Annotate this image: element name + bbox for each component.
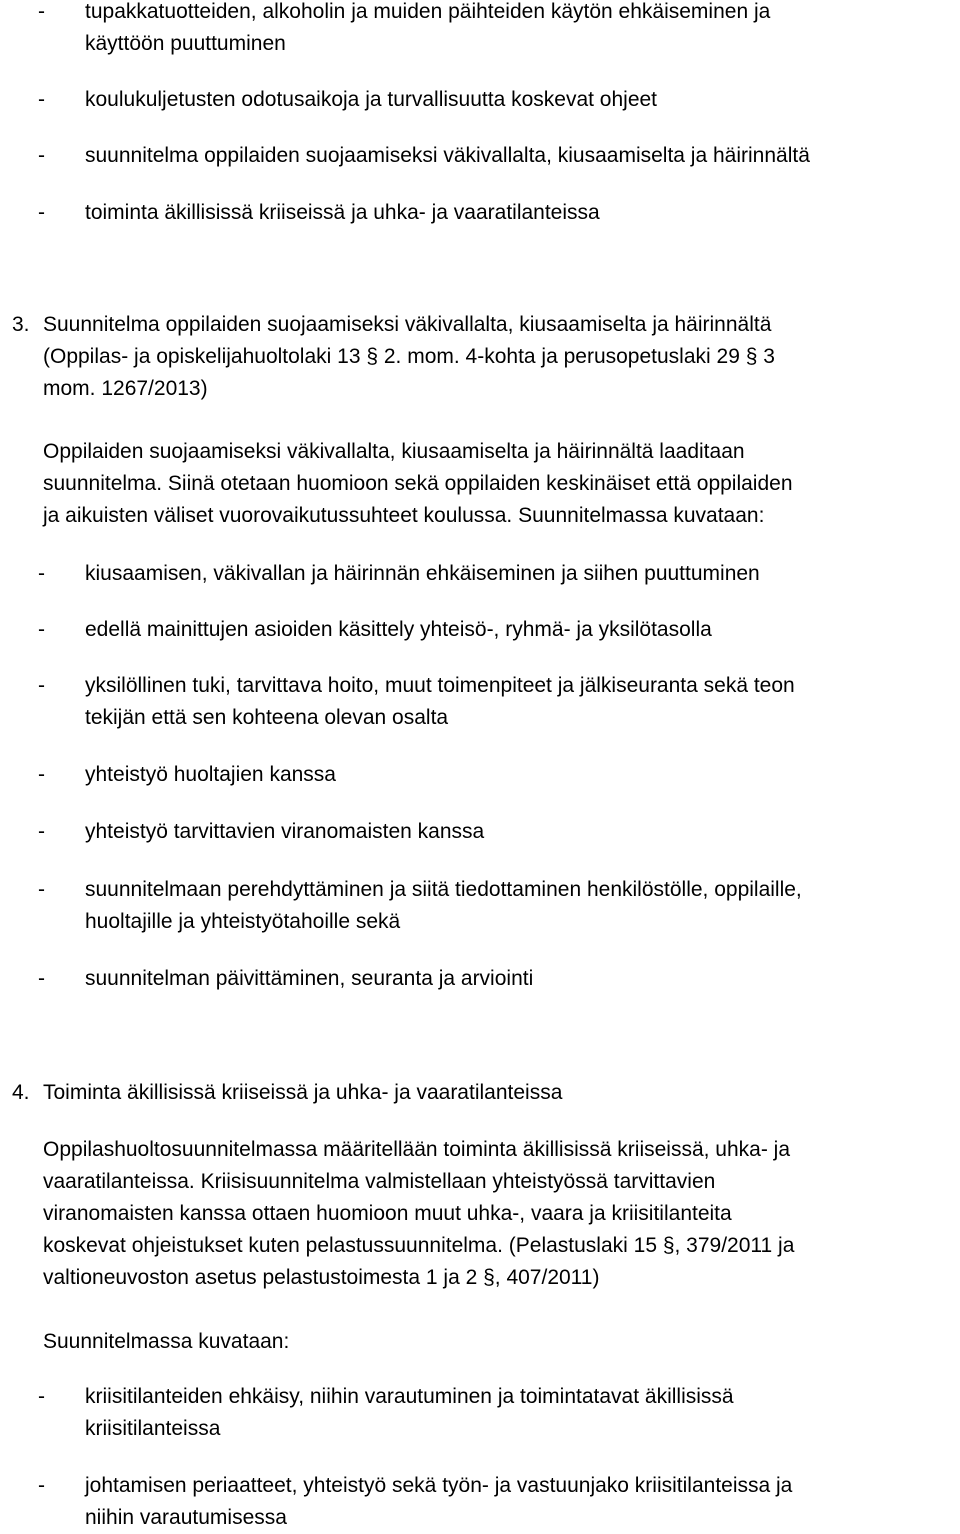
list-dash: - [38,0,45,23]
list-dash: - [38,967,45,990]
list-dash: - [38,562,45,585]
list-item-text: suunnitelman päivittäminen, seuranta ja arviointi [85,967,534,990]
list-dash: - [38,1385,45,1408]
list-dash: - [38,820,45,843]
list-item-text: toiminta äkillisissä kriiseissä ja uhka- ja vaaratilanteissa [85,201,600,224]
list-item-text: yhteistyö tarvittavien viranomaisten kanssa [85,820,485,843]
section-heading-text: Suunnitelma oppilaiden suojaamiseksi väkivallalta, kiusaamiselta ja häirinnältä (Oppilas- ja opiskelijahuoltolaki 13 § 2. mom. 4-kohta ja perusopetuslaki 29 § 3 mom. 1267/2013) [43,313,775,400]
list-item-text: kriisitilanteiden ehkäisy, niihin varautuminen ja toimintatavat äkillisissä kriisitilanteissa [85,1385,734,1440]
section-heading-text: Toiminta äkillisissä kriiseissä ja uhka- ja vaaratilanteissa [43,1081,563,1104]
list-dash: - [38,1474,45,1497]
list-item-text: tupakkatuotteiden, alkoholin ja muiden päihteiden käytön ehkäiseminen ja käyttöön puuttuminen [85,0,771,55]
list-dash: - [38,618,45,641]
section-4-subheading: Suunnitelmassa kuvataan: [43,1330,290,1353]
list-dash: - [38,763,45,786]
section-number: 4. [12,1081,30,1104]
list-item-text: johtamisen periaatteet, yhteistyö sekä työn- ja vastuunjako kriisitilanteissa ja niihin varautumisessa [85,1474,793,1529]
list-item-text: koulukuljetusten odotusaikoja ja turvallisuutta koskevat ohjeet [85,88,658,111]
list-dash: - [38,144,45,167]
section-number: 3. [12,313,30,336]
list-item-text: suunnitelmaan perehdyttäminen ja siitä tiedottaminen henkilöstölle, oppilaille, huoltajille ja yhteistyötahoille sekä [85,878,802,933]
list-dash: - [38,201,45,224]
list-dash: - [38,674,45,697]
section-4-intro: Oppilashuoltosuunnitelmassa määritellään toiminta äkillisissä kriiseissä, uhka- ja vaaratilanteissa. Kriisisuunnitelma valmistellaan yhteistyössä tarvittavien viranomaisten kanssa ottaen huomioon muut uhka-, vaara ja kriisitilanteita koskevat ohjeistukset kuten pelastussuunnitelma. (Pelastuslaki 15 §, 379/2011 ja valtioneuvoston asetus pelastustoimesta 1 ja 2 §, 407/2011) [43,1138,795,1289]
list-item-text: kiusaamisen, väkivallan ja häirinnän ehkäiseminen ja siihen puuttuminen [85,562,760,585]
list-item-text: suunnitelma oppilaiden suojaamiseksi väkivallalta, kiusaamiselta ja häirinnältä [85,144,810,167]
list-item-text: yksilöllinen tuki, tarvittava hoito, muut toimenpiteet ja jälkiseuranta sekä teon tekijän että sen kohteena olevan osalta [85,674,795,729]
list-item-text: yhteistyö huoltajien kanssa [85,763,336,786]
list-dash: - [38,88,45,111]
list-item-text: edellä mainittujen asioiden käsittely yhteisö-, ryhmä- ja yksilötasolla [85,618,712,641]
section-3-intro: Oppilaiden suojaamiseksi väkivallalta, kiusaamiselta ja häirinnältä laaditaan suunnitelma. Siinä otetaan huomioon sekä oppilaiden keskinäiset että oppilaiden ja aikuisten väliset vuorovaikutussuhteet koulussa. Suunnitelmassa kuvataan: [43,440,793,527]
list-dash: - [38,878,45,901]
